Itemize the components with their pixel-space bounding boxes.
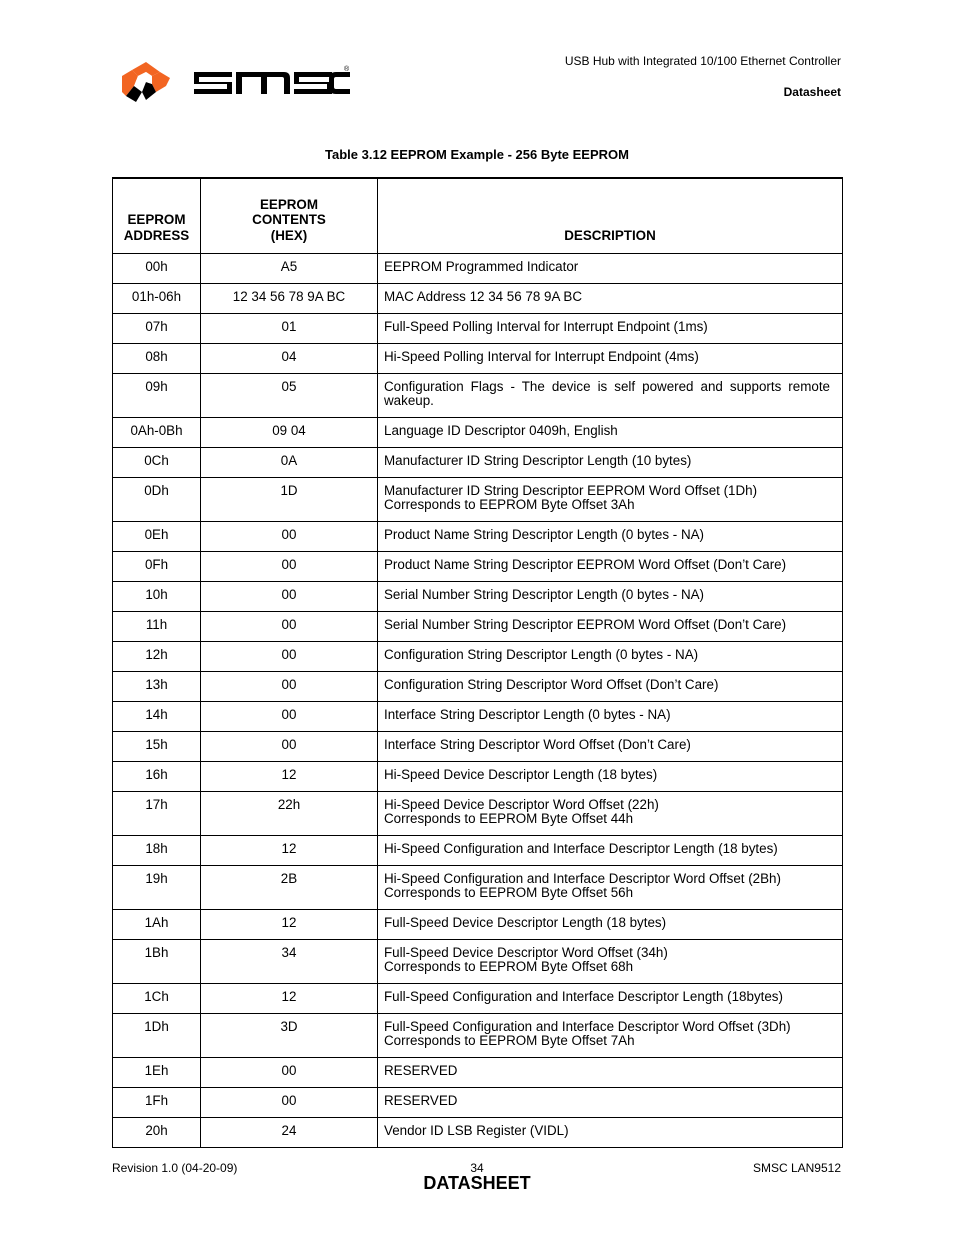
cell-address: 0Dh (113, 478, 201, 522)
cell-contents: A5 (201, 254, 378, 284)
description-line: Configuration String Descriptor Length (0 bytes - NA) (384, 647, 699, 662)
cell-description (378, 552, 843, 582)
cell-address: 1Dh (113, 1014, 201, 1058)
cell-description (378, 792, 843, 836)
description-line: MAC Address 12 34 56 78 9A BC (384, 289, 583, 304)
table-row (113, 940, 843, 984)
cell-contents: 00 (201, 732, 378, 762)
cell-address: 14h (113, 702, 201, 732)
table-header-row (113, 178, 843, 254)
description-line-2: Corresponds to EEPROM Byte Offset 68h (384, 959, 634, 974)
cell-address: 07h (113, 314, 201, 344)
description-line: Manufacturer ID String Descriptor EEPROM Word Offset (1Dh) (384, 483, 758, 498)
cell-description (378, 940, 843, 984)
cell-address: 10h (113, 582, 201, 612)
cell-address: 1Ah (113, 910, 201, 940)
document-title: USB Hub with Integrated 10/100 Ethernet Controller (564, 54, 841, 68)
cell-description (378, 254, 843, 284)
table-row (113, 478, 843, 522)
column-header-description: DESCRIPTION (378, 178, 843, 254)
cell-contents: 00 (201, 642, 378, 672)
cell-address: 0Ah-0Bh (113, 418, 201, 448)
table-row (113, 762, 843, 792)
cell-address: 1Ch (113, 984, 201, 1014)
footer-datasheet-label: DATASHEET (423, 1173, 531, 1193)
description-line: RESERVED (384, 1093, 458, 1108)
svg-text:®: ® (344, 66, 350, 73)
cell-address: 17h (113, 792, 201, 836)
table-row (113, 448, 843, 478)
footer-revision: Revision 1.0 (04-20-09) (112, 1161, 238, 1175)
cell-contents: 00 (201, 612, 378, 642)
cell-contents: 00 (201, 1088, 378, 1118)
description-line: Serial Number String Descriptor EEPROM Word Offset (Don’t Care) (384, 617, 787, 632)
table-row (113, 1014, 843, 1058)
cell-description (378, 1014, 843, 1058)
cell-description (378, 910, 843, 940)
table-row (113, 522, 843, 552)
table-row (113, 418, 843, 448)
cell-address: 11h (113, 612, 201, 642)
cell-description (378, 314, 843, 344)
cell-contents: 01 (201, 314, 378, 344)
cell-description (378, 642, 843, 672)
description-line: Full-Speed Configuration and Interface Descriptor Word Offset (3Dh) (384, 1019, 791, 1034)
description-line: Full-Speed Polling Interval for Interrupt Endpoint (1ms) (384, 319, 708, 334)
table-body (113, 254, 843, 1148)
cell-description (378, 836, 843, 866)
cell-description (378, 582, 843, 612)
cell-contents: 05 (201, 374, 378, 418)
table-row (113, 1058, 843, 1088)
description-line-2: Corresponds to EEPROM Byte Offset 44h (384, 811, 634, 826)
table-row (113, 732, 843, 762)
cell-address: 1Eh (113, 1058, 201, 1088)
description-line: Hi-Speed Device Descriptor Word Offset (22h) (384, 797, 659, 812)
table-row (113, 314, 843, 344)
table-row (113, 552, 843, 582)
description-line: Serial Number String Descriptor Length (0 bytes - NA) (384, 587, 705, 602)
cell-contents: 1D (201, 478, 378, 522)
table-row (113, 374, 843, 418)
cell-address: 19h (113, 866, 201, 910)
table-row (113, 792, 843, 836)
description-line: EEPROM Programmed Indicator (384, 259, 579, 274)
cell-description (378, 762, 843, 792)
footer-product: SMSC LAN9512 (752, 1161, 841, 1175)
cell-description (378, 612, 843, 642)
cell-contents: 34 (201, 940, 378, 984)
table-row (113, 642, 843, 672)
description-line-2: Corresponds to EEPROM Byte Offset 7Ah (384, 1033, 635, 1048)
table-row (113, 984, 843, 1014)
description-line: Language ID Descriptor 0409h, English (384, 423, 618, 438)
description-line: Hi-Speed Configuration and Interface Descriptor Length (18 bytes) (384, 841, 778, 856)
cell-address: 1Fh (113, 1088, 201, 1118)
cell-contents: 12 34 56 78 9A BC (201, 284, 378, 314)
cell-contents: 09 04 (201, 418, 378, 448)
description-line-2: Corresponds to EEPROM Byte Offset 3Ah (384, 497, 635, 512)
document-type: Datasheet (783, 85, 841, 99)
description-line: Hi-Speed Device Descriptor Length (18 bytes) (384, 767, 658, 782)
cell-description (378, 984, 843, 1014)
cell-address: 00h (113, 254, 201, 284)
cell-contents: 00 (201, 552, 378, 582)
cell-contents: 00 (201, 522, 378, 552)
cell-contents: 00 (201, 582, 378, 612)
description-line: Interface String Descriptor Word Offset (Don’t Care) (384, 737, 691, 752)
cell-contents: 12 (201, 836, 378, 866)
cell-description (378, 1058, 843, 1088)
table-row (113, 1088, 843, 1118)
description-line: Configuration String Descriptor Word Offset (Don’t Care) (384, 677, 719, 692)
cell-address: 1Bh (113, 940, 201, 984)
table-row (113, 1118, 843, 1148)
description-line: Product Name String Descriptor EEPROM Word Offset (Don’t Care) (384, 557, 787, 572)
description-line: Full-Speed Configuration and Interface Descriptor Length (18bytes) (384, 989, 783, 1004)
cell-contents: 3D (201, 1014, 378, 1058)
cell-description (378, 702, 843, 732)
description-line-2: Corresponds to EEPROM Byte Offset 56h (384, 885, 634, 900)
description-line: Hi-Speed Polling Interval for Interrupt Endpoint (4ms) (384, 349, 699, 364)
description-line: Interface String Descriptor Length (0 bytes - NA) (384, 707, 671, 722)
cell-description (378, 284, 843, 314)
column-header-address: EEPROM ADDRESS (113, 178, 201, 254)
cell-address: 12h (113, 642, 201, 672)
cell-description (378, 478, 843, 522)
eeprom-table (112, 177, 843, 1148)
table-row (113, 866, 843, 910)
cell-contents: 22h (201, 792, 378, 836)
smsc-logo-graphic (122, 62, 354, 102)
cell-description (378, 522, 843, 552)
table-row (113, 284, 843, 314)
cell-description (378, 448, 843, 478)
description-line: Full-Speed Device Descriptor Length (18 bytes) (384, 915, 667, 930)
table-row (113, 582, 843, 612)
cell-contents: 12 (201, 910, 378, 940)
cell-contents: 2B (201, 866, 378, 910)
cell-address: 20h (113, 1118, 201, 1148)
cell-contents: 12 (201, 984, 378, 1014)
column-header-contents: EEPROM CONTENTS (HEX) (201, 178, 378, 254)
cell-address: 09h (113, 374, 201, 418)
cell-description (378, 866, 843, 910)
cell-contents: 00 (201, 702, 378, 732)
cell-address: 08h (113, 344, 201, 374)
cell-address: 18h (113, 836, 201, 866)
table-row (113, 910, 843, 940)
description-line: Hi-Speed Configuration and Interface Descriptor Word Offset (2Bh) (384, 871, 781, 886)
description-line: Product Name String Descriptor Length (0 bytes - NA) (384, 527, 705, 542)
cell-description (378, 374, 843, 418)
smsc-logo (122, 62, 354, 102)
table-row (113, 254, 843, 284)
cell-description (378, 732, 843, 762)
table-row (113, 836, 843, 866)
cell-description (378, 344, 843, 374)
cell-contents: 0A (201, 448, 378, 478)
description-line: RESERVED (384, 1063, 458, 1078)
cell-address: 16h (113, 762, 201, 792)
cell-address: 01h-06h (113, 284, 201, 314)
description-line: Vendor ID LSB Register (VIDL) (384, 1123, 569, 1138)
table-row (113, 672, 843, 702)
cell-contents: 04 (201, 344, 378, 374)
cell-contents: 00 (201, 1058, 378, 1088)
cell-contents: 12 (201, 762, 378, 792)
cell-description (378, 1088, 843, 1118)
cell-address: 0Fh (113, 552, 201, 582)
description-line: Manufacturer ID String Descriptor Length (10 bytes) (384, 453, 692, 468)
cell-contents: 24 (201, 1118, 378, 1148)
description-line: Configuration Flags - The device is self powered and supports remote wakeup. (384, 379, 830, 408)
cell-description (378, 1118, 843, 1148)
cell-address: 0Ch (113, 448, 201, 478)
table-row (113, 702, 843, 732)
cell-description (378, 418, 843, 448)
cell-address: 0Eh (113, 522, 201, 552)
cell-address: 15h (113, 732, 201, 762)
description-line: Full-Speed Device Descriptor Word Offset (34h) (384, 945, 668, 960)
table-row (113, 344, 843, 374)
footer-page-number: 34 (470, 1161, 484, 1175)
cell-contents: 00 (201, 672, 378, 702)
cell-description (378, 672, 843, 702)
table-caption: Table 3.12 EEPROM Example - 256 Byte EEPROM (325, 147, 629, 162)
cell-address: 13h (113, 672, 201, 702)
table-row (113, 612, 843, 642)
